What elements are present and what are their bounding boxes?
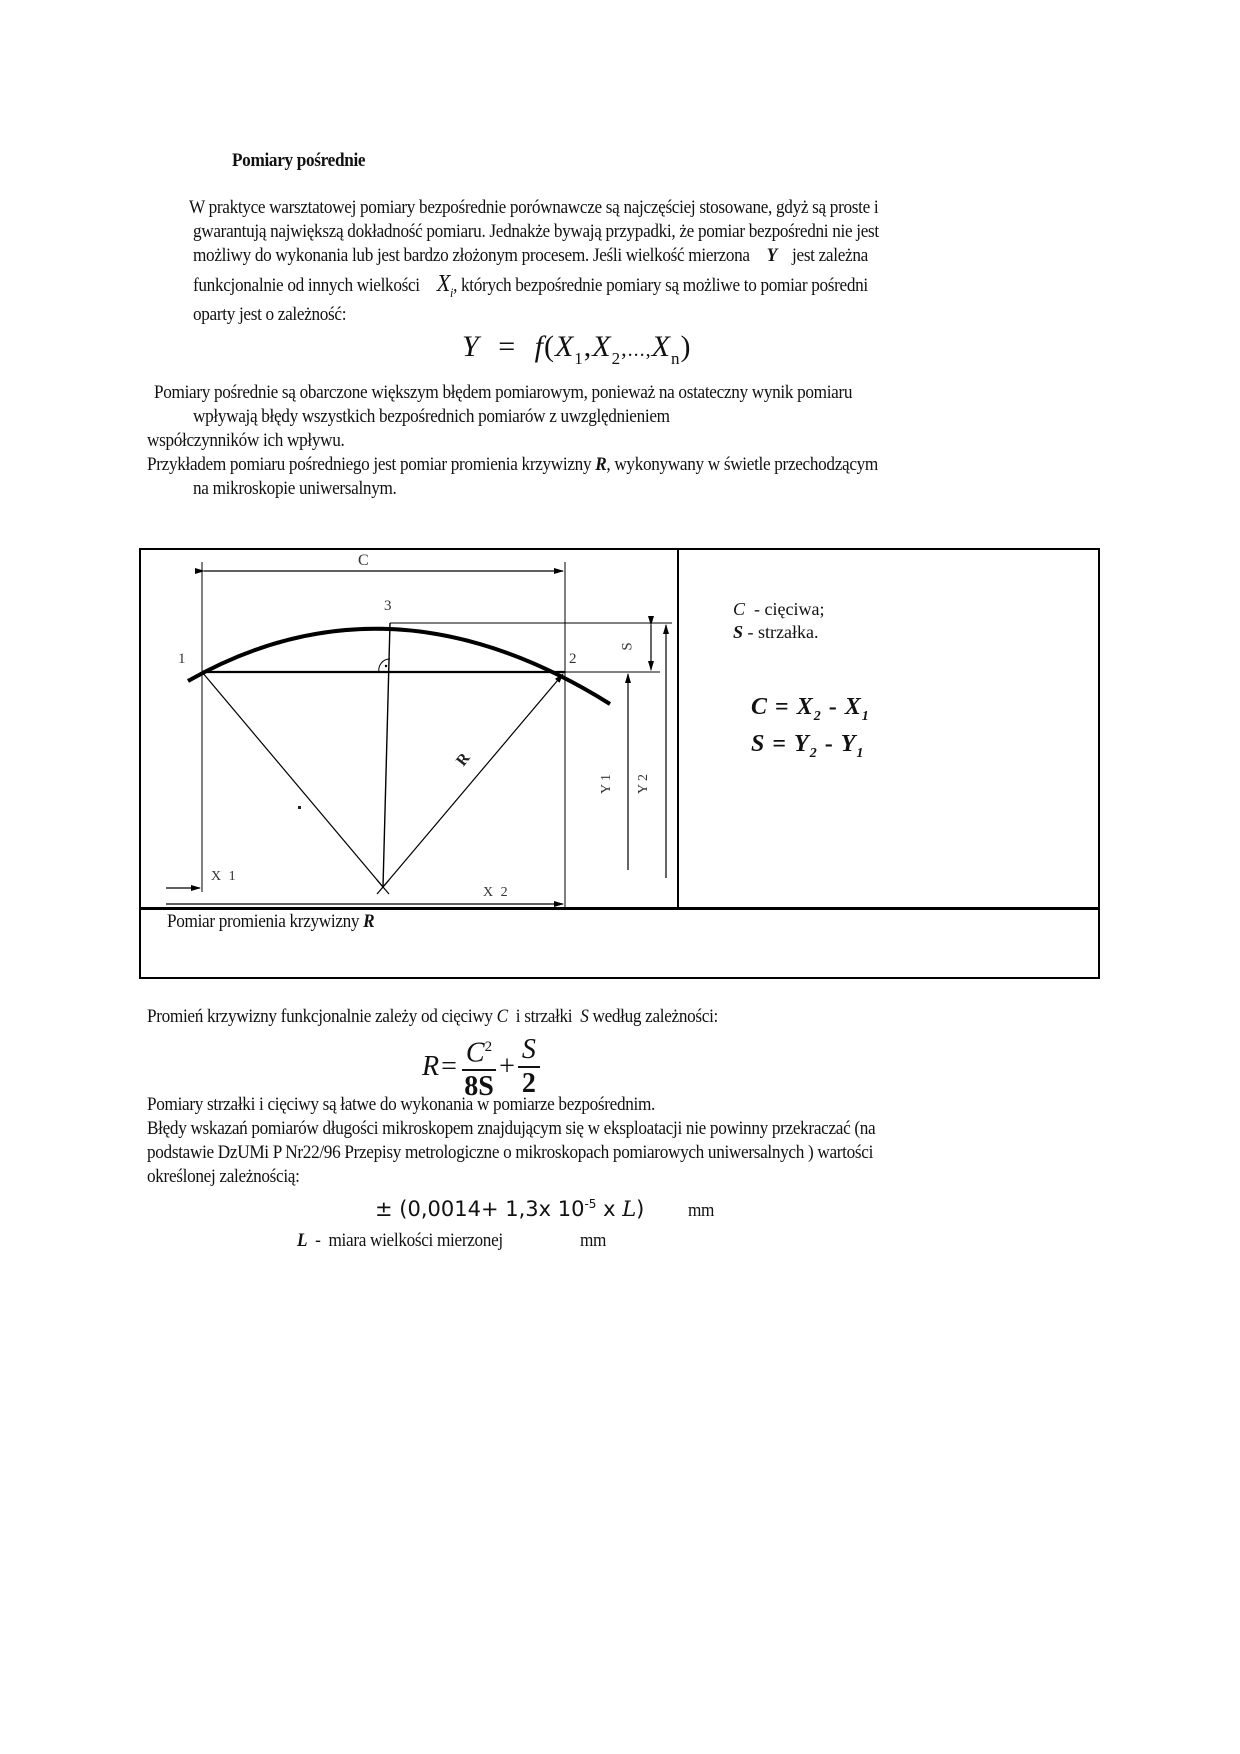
- eq2-b: Y: [840, 731, 857, 757]
- tolerance-legend-unit: mm: [580, 1231, 607, 1251]
- tolerance-formula: [375, 1197, 644, 1221]
- radius-paragraph-head: Promień krzywizny funkcjonalnie zależy od cięciwy: [147, 1007, 497, 1027]
- page-title: Pomiary pośrednie: [232, 151, 366, 171]
- closing-line-1: Pomiary strzałki i cięciwy są łatwe do wykonania w pomiarze bezpośrednim.: [147, 1095, 655, 1115]
- legend-chord-text: - cięciwa;: [745, 599, 825, 619]
- label-point-1: 1: [178, 651, 186, 667]
- equation-chord: $C = X_2 - X_1$: [751, 694, 870, 724]
- closing-line-2: Błędy wskazań pomiarów długości mikroskopem znajdującym się w eksploatacji nie powinny przekraczać (na: [147, 1119, 876, 1139]
- variable-x: X: [436, 271, 451, 297]
- formula-arg-x1: X: [554, 330, 575, 363]
- formula-sub-2: 2: [611, 349, 622, 368]
- radius-formula: [422, 1032, 543, 1102]
- frac1-denominator: 8S: [464, 1071, 494, 1103]
- eq1-b-sub: 1: [861, 709, 870, 724]
- tolerance-legend: [297, 1230, 503, 1252]
- frac2-denominator: 2: [521, 1068, 536, 1100]
- legend-sagitta: [733, 621, 824, 644]
- figure-caption: [167, 911, 374, 933]
- error-line-3: współczynników ich wpływu.: [147, 431, 345, 451]
- eq2-b-sub: 1: [856, 746, 865, 761]
- radius-formula-plus: +: [499, 1051, 515, 1083]
- radius-paragraph-mid: i strzałki: [507, 1007, 581, 1027]
- formula-ellipsis: ...,: [627, 339, 652, 361]
- tolerance-expr-tail: ): [636, 1197, 645, 1221]
- example-line-2: na mikroskopie uniwersalnym.: [193, 479, 397, 499]
- eq2-lhs: S: [751, 731, 766, 757]
- subscript-i: i: [450, 284, 454, 300]
- frac1-numerator: C: [465, 1037, 485, 1069]
- figure-legend: [733, 598, 824, 644]
- eq1-b: X: [844, 694, 862, 720]
- example-line-1-tail: , wykonywany w świetle przechodzącym: [606, 455, 878, 475]
- general-formula: $Y = f(X_1,X_2,...,X_n)$: [462, 330, 692, 368]
- equation-sagitta: $S = Y_2 - Y_1$: [751, 731, 865, 761]
- eq2-a: Y: [794, 731, 810, 757]
- variable-y: Y: [766, 246, 777, 266]
- frac1-exponent: 2: [484, 1039, 493, 1055]
- radius-line-left: [202, 672, 383, 887]
- radius-formula-lhs: R: [422, 1051, 440, 1083]
- eq2-a-sub: 2: [809, 746, 818, 761]
- label-x2: X 2: [483, 885, 510, 900]
- center-vertical-line: [383, 623, 390, 887]
- formula-equals: =: [498, 330, 517, 363]
- formula-lhs: Y: [462, 330, 480, 363]
- radius-paragraph: [147, 1006, 718, 1028]
- closing-line-3: podstawie DzUMi P Nr22/96 Przepisy metrologiczne o mikroskopach pomiarowych uniwersalnych ) wartości: [147, 1143, 874, 1163]
- tolerance-exponent: -5: [584, 1197, 597, 1211]
- fraction-s-over-2: [518, 1035, 540, 1099]
- figure-caption-var: R: [363, 912, 375, 932]
- eq1-lhs: C: [751, 694, 769, 720]
- label-chord: C: [358, 552, 369, 569]
- formula-arg-x2: X: [592, 330, 612, 363]
- intro-line-4-tail: , których bezpośrednie pomiary są możliwe to pomiar pośredni: [453, 276, 868, 296]
- error-line-2: wpływają błędy wszystkich bezpośrednich pomiarów z uwzględnieniem: [193, 407, 670, 427]
- intro-line-2: gwarantują największą dokładność pomiaru. Jednakże bywają przypadki, że pomiar bezpośredni nie jest: [193, 222, 879, 242]
- radius-var-c: C: [496, 1007, 508, 1027]
- eq1-a: X: [796, 694, 814, 720]
- frac2-numerator: S: [518, 1035, 540, 1068]
- intro-line-3-tail: jest zależna: [792, 246, 868, 266]
- formula-sub-n: n: [670, 349, 681, 368]
- radius-paragraph-tail: według zależności:: [588, 1007, 719, 1027]
- radius-var-s: S: [580, 1007, 589, 1027]
- variable-r: R: [595, 455, 607, 475]
- label-y2: Y 2: [636, 773, 652, 795]
- label-y1: Y 1: [599, 773, 615, 795]
- fraction-c2-over-8s: [462, 1032, 496, 1102]
- formula-sub-1: 1: [574, 349, 584, 368]
- example-line-1-head: Przykładem pomiaru pośredniego jest pomiar promienia krzywizny: [147, 455, 596, 475]
- figure-caption-text: Pomiar promienia krzywizny: [167, 912, 364, 932]
- intro-line-1: W praktyce warsztatowej pomiary bezpośrednie porównawcze są najczęściej stosowane, gdyż są proste i: [189, 198, 879, 218]
- legend-sagitta-symbol: S: [733, 622, 744, 642]
- tolerance-var-l: L: [622, 1197, 637, 1221]
- label-x1: X 1: [211, 869, 238, 884]
- radius-line-right: [383, 674, 563, 887]
- intro-line-4-text: funkcjonalnie od innych wielkości: [193, 276, 420, 296]
- legend-chord-symbol: C: [733, 599, 746, 619]
- label-point-2: 2: [569, 651, 577, 667]
- intro-line-3-text: możliwy do wykonania lub jest bardzo złożonym procesem. Jeśli wielkość mierzona: [193, 246, 750, 266]
- formula-func: f: [534, 330, 544, 363]
- closing-line-4: określonej zależnością:: [147, 1167, 300, 1187]
- error-line-1: Pomiary pośrednie są obarczone większym błędem pomiarowym, ponieważ na ostateczny wynik pomiaru: [154, 383, 853, 403]
- eq1-a-sub: 2: [813, 709, 822, 724]
- intro-line-5: oparty jest o zależność:: [193, 305, 347, 325]
- tolerance-expr-mid: x: [596, 1197, 623, 1221]
- radius-formula-equals: =: [441, 1051, 457, 1083]
- legend-sagitta-text: - strzałka.: [743, 622, 819, 642]
- tolerance-legend-var: L: [297, 1231, 308, 1251]
- formula-arg-xn: X: [651, 330, 671, 363]
- tolerance-legend-text: - miara wielkości mierzonej: [307, 1231, 503, 1251]
- tolerance-expr-head: ± (0,0014+ 1,3x 10: [375, 1197, 585, 1221]
- label-point-3: 3: [384, 598, 392, 614]
- label-sagitta: S: [619, 642, 636, 651]
- legend-chord: [733, 598, 824, 621]
- tolerance-unit: mm: [688, 1201, 715, 1221]
- label-radius: R: [453, 749, 474, 770]
